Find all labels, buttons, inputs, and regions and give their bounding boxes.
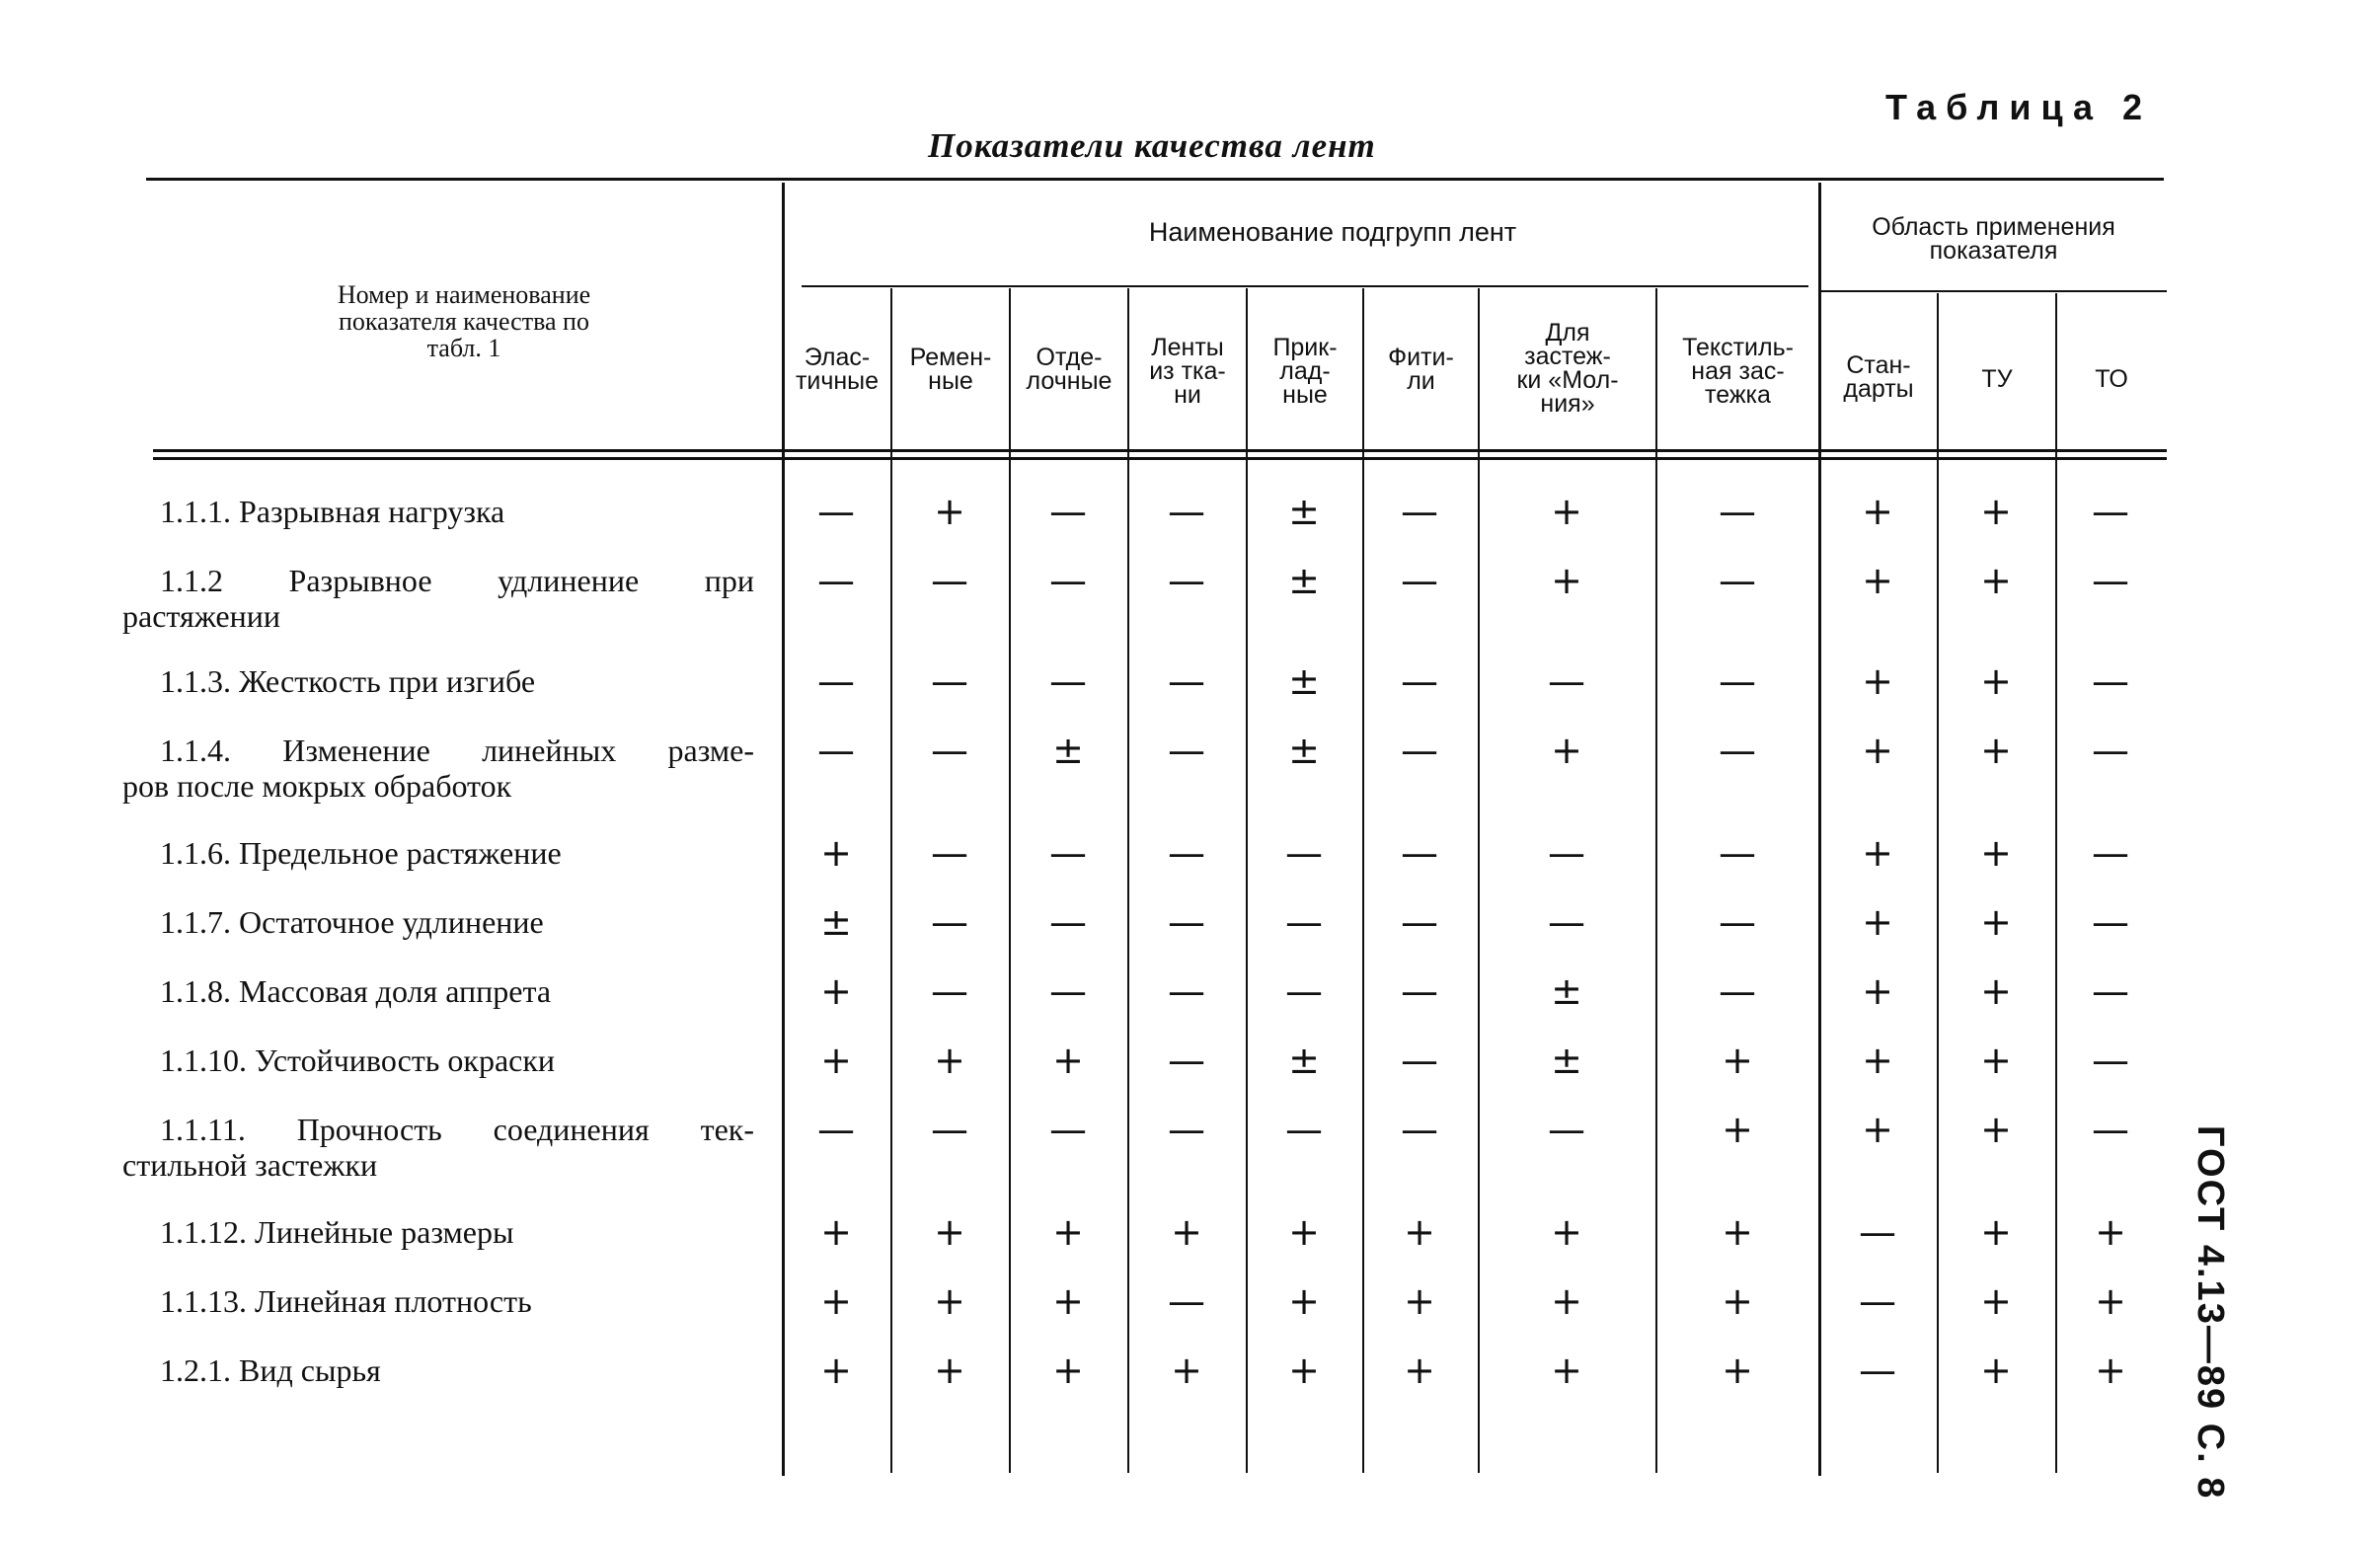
- table-cell: +: [1171, 1348, 1202, 1392]
- table-top-rule: [146, 178, 2164, 181]
- table-cell: —: [931, 831, 968, 875]
- table-cell: —: [1168, 659, 1205, 703]
- row-label-line-1: 1.1.10. Устойчивость окраски: [160, 1042, 556, 1078]
- table-cell: +: [1551, 490, 1582, 533]
- table-cell: +: [1980, 1210, 2012, 1254]
- row-label-line-1: 1.2.1. Вид сырья: [160, 1352, 381, 1388]
- table-cell: +: [1862, 900, 1893, 944]
- table-title: Показатели качества лент: [928, 126, 1376, 165]
- table-cell: +: [820, 831, 852, 875]
- table-cell: —: [817, 729, 855, 772]
- table-cell: +: [820, 969, 852, 1013]
- table-cell: —: [1401, 729, 1438, 772]
- group-header-textile-fastener: Текстиль- ная зас- тежка: [1682, 334, 1794, 409]
- row-label-line-1: 1.1.7. Остаточное удлинение: [160, 904, 544, 940]
- col-sep-6: [1478, 288, 1480, 1473]
- table-cell: +: [1551, 1348, 1582, 1392]
- table-cell: —: [1049, 969, 1087, 1013]
- group-header-finishing: Отде- лочные: [1026, 344, 1113, 395]
- table-cell: —: [931, 969, 968, 1013]
- table-cell: +: [934, 490, 965, 533]
- table-cell: —: [1719, 969, 1756, 1013]
- table-cell: —: [931, 559, 968, 602]
- table-cell: ±: [1052, 729, 1084, 772]
- table-cell: +: [934, 1279, 965, 1323]
- table-cell: —: [931, 659, 968, 703]
- table-cell: +: [1980, 659, 2012, 703]
- table-cell: +: [820, 1348, 852, 1392]
- group-header-fabric-tapes: Ленты из тка- ни: [1149, 334, 1226, 409]
- table-cell: ±: [1288, 1039, 1320, 1082]
- table-cell: —: [1401, 900, 1438, 944]
- table-cell: +: [1862, 559, 1893, 602]
- table-cell: +: [2095, 1279, 2126, 1323]
- table-cell: —: [1401, 831, 1438, 875]
- table-cell: +: [2095, 1348, 2126, 1392]
- table-cell: +: [1862, 831, 1893, 875]
- row-label-line-2: ров после мокрых обработок: [122, 768, 512, 804]
- table-cell: —: [2092, 729, 2129, 772]
- row-label: [122, 1214, 754, 1250]
- table-cell: +: [934, 1348, 965, 1392]
- table-cell: —: [1719, 659, 1756, 703]
- table-cell: —: [2092, 1039, 2129, 1082]
- table-cell: ±: [1288, 729, 1320, 772]
- table-cell: ±: [1288, 659, 1320, 703]
- table-cell: —: [1285, 900, 1323, 944]
- table-cell: +: [820, 1210, 852, 1254]
- table-cell: +: [820, 1039, 852, 1082]
- table-cell: —: [1285, 969, 1323, 1013]
- table-cell: —: [1719, 490, 1756, 533]
- group-header-applied: Прик- лад- ные: [1272, 334, 1338, 409]
- row-label-line-1: 1.1.11. Прочность соединения тек-: [160, 1112, 754, 1147]
- row-label: [122, 1112, 754, 1183]
- table-cell: +: [1052, 1348, 1084, 1392]
- table-cell: —: [1859, 1279, 1896, 1323]
- table-cell: —: [1401, 659, 1438, 703]
- table-cell: +: [1288, 1279, 1320, 1323]
- table-cell: +: [1404, 1279, 1435, 1323]
- table-cell: +: [1288, 1210, 1320, 1254]
- table-cell: —: [1548, 659, 1585, 703]
- row-label: [122, 563, 754, 634]
- table-cell: —: [1548, 1108, 1585, 1151]
- row-label-line-2: растяжении: [122, 598, 280, 634]
- table-cell: —: [1168, 1108, 1205, 1151]
- row-label: [122, 1042, 754, 1078]
- table-cell: —: [2092, 659, 2129, 703]
- table-cell: —: [817, 490, 855, 533]
- indicator-column-header: Номер и наименование показателя качества по табл. 1: [337, 280, 591, 362]
- table-cell: +: [1980, 969, 2012, 1013]
- table-cell: +: [1722, 1108, 1753, 1151]
- table-cell: +: [1551, 1210, 1582, 1254]
- table-cell: +: [1862, 490, 1893, 533]
- table-cell: —: [1548, 900, 1585, 944]
- table-cell: —: [1168, 831, 1205, 875]
- table-cell: ±: [1551, 969, 1582, 1013]
- table-cell: +: [1722, 1348, 1753, 1392]
- table-cell: —: [2092, 831, 2129, 875]
- table-cell: —: [2092, 969, 2129, 1013]
- table-cell: —: [931, 1108, 968, 1151]
- col-sep-1: [890, 288, 892, 1473]
- table-cell: +: [1980, 559, 2012, 602]
- table-cell: —: [1401, 490, 1438, 533]
- row-label-line-1: 1.1.13. Линейная плотность: [160, 1283, 532, 1319]
- table-cell: —: [1719, 559, 1756, 602]
- table-cell: +: [1862, 1039, 1893, 1082]
- table-cell: —: [1168, 490, 1205, 533]
- table-cell: —: [1401, 969, 1438, 1013]
- table-cell: ±: [1288, 559, 1320, 602]
- table-cell: —: [1168, 900, 1205, 944]
- table-cell: +: [1980, 729, 2012, 772]
- table-cell: +: [1722, 1210, 1753, 1254]
- table-cell: +: [1551, 729, 1582, 772]
- row-label: [122, 973, 754, 1009]
- table-cell: —: [1049, 1108, 1087, 1151]
- col-sep-9: [1937, 293, 1939, 1473]
- application-header-tu: ТУ: [1981, 365, 2013, 393]
- table-cell: +: [1551, 559, 1582, 602]
- table-cell: —: [1049, 659, 1087, 703]
- table-cell: —: [1719, 900, 1756, 944]
- table-cell: +: [1980, 1279, 2012, 1323]
- table-cell: —: [1168, 729, 1205, 772]
- table-cell: —: [1049, 559, 1087, 602]
- table-cell: —: [1168, 1039, 1205, 1082]
- group-header-zipper: Для застеж- ки «Мол- ния»: [1516, 319, 1619, 418]
- group-header-elastic: Элас- тичные: [795, 344, 880, 395]
- table-cell: —: [931, 729, 968, 772]
- table-cell: —: [817, 659, 855, 703]
- table-cell: —: [1719, 831, 1756, 875]
- table-cell: +: [1980, 831, 2012, 875]
- row-label-line-1: 1.1.8. Массовая доля аппрета: [160, 973, 552, 1009]
- table-cell: —: [1859, 1210, 1896, 1254]
- table-cell: —: [1168, 559, 1205, 602]
- table-cell: +: [934, 1210, 965, 1254]
- table-cell: +: [1980, 900, 2012, 944]
- table-cell: —: [1401, 1039, 1438, 1082]
- table-cell: +: [1052, 1039, 1084, 1082]
- group-title-rule: [802, 285, 1808, 287]
- row-label-line-1: 1.1.3. Жесткость при изгибе: [160, 663, 536, 699]
- col-sep-10: [2055, 293, 2057, 1473]
- table-cell: +: [1980, 1108, 2012, 1151]
- table-cell: —: [1719, 729, 1756, 772]
- table-cell: +: [1862, 1108, 1893, 1151]
- row-label-line-1: 1.1.4. Изменение линейных разме-: [160, 732, 754, 768]
- table-cell: +: [1404, 1348, 1435, 1392]
- table-cell: +: [1551, 1279, 1582, 1323]
- table-cell: —: [1168, 1279, 1205, 1323]
- page-side-caption: ГОСТ 4.13—89 С. 8: [2189, 1125, 2231, 1501]
- table-cell: —: [817, 1108, 855, 1151]
- col-sep-7: [1655, 288, 1657, 1473]
- table-cell: —: [2092, 1108, 2129, 1151]
- table-cell: +: [1862, 729, 1893, 772]
- table-cell: —: [1401, 559, 1438, 602]
- table-cell: —: [2092, 900, 2129, 944]
- application-area-header: Область применения показателя: [1872, 213, 2115, 265]
- application-title-rule: [1821, 290, 2167, 292]
- row-label: [122, 494, 754, 529]
- table-number-label: Таблица 2: [1885, 87, 2153, 127]
- table-cell: +: [1722, 1039, 1753, 1082]
- table-cell: +: [1722, 1279, 1753, 1323]
- col-sep-5: [1362, 288, 1364, 1473]
- table-cell: +: [1862, 969, 1893, 1013]
- table-cell: —: [1285, 831, 1323, 875]
- table-cell: +: [1288, 1348, 1320, 1392]
- col-sep-4: [1246, 288, 1248, 1473]
- header-bottom-rule: [153, 449, 2167, 452]
- row-label: [122, 663, 754, 699]
- application-header-standards: Стан- дарты: [1843, 351, 1914, 403]
- row-label: [122, 1352, 754, 1388]
- group-header-wicks: Фити- ли: [1388, 344, 1454, 395]
- table-cell: —: [1401, 1108, 1438, 1151]
- row-label-line-1: 1.1.1. Разрывная нагрузка: [160, 494, 505, 529]
- row-label: [122, 835, 754, 871]
- subgroup-names-header: Наименование подгрупп лент: [1148, 217, 1517, 247]
- table-cell: ±: [820, 900, 852, 944]
- table-cell: —: [931, 900, 968, 944]
- table-cell: —: [1168, 969, 1205, 1013]
- table-cell: —: [1285, 1108, 1323, 1151]
- table-cell: +: [1404, 1210, 1435, 1254]
- row-label: [122, 904, 754, 940]
- table-cell: —: [1049, 900, 1087, 944]
- table-cell: +: [1980, 490, 2012, 533]
- table-cell: +: [1052, 1210, 1084, 1254]
- table-cell: —: [2092, 559, 2129, 602]
- table-cell: +: [1052, 1279, 1084, 1323]
- row-label-line-2: стильной застежки: [122, 1147, 378, 1183]
- table-cell: —: [817, 559, 855, 602]
- row-label: [122, 1283, 754, 1319]
- application-header-to: ТО: [2095, 365, 2128, 393]
- row-label-line-1: 1.1.6. Предельное растяжение: [160, 835, 562, 871]
- table-cell: +: [1980, 1039, 2012, 1082]
- col-sep-3: [1127, 288, 1129, 1473]
- group-header-belt: Ремен- ные: [909, 344, 992, 395]
- table-cell: —: [1548, 831, 1585, 875]
- row-label-line-1: 1.1.2 Разрывное удлинение при: [160, 563, 754, 598]
- table-cell: —: [2092, 490, 2129, 533]
- table-cell: +: [1980, 1348, 2012, 1392]
- col-sep-2: [1009, 288, 1011, 1473]
- table-cell: +: [820, 1279, 852, 1323]
- table-cell: +: [1171, 1210, 1202, 1254]
- table-cell: —: [1859, 1348, 1896, 1392]
- table-cell: ±: [1288, 490, 1320, 533]
- table-cell: —: [1049, 831, 1087, 875]
- table-cell: +: [1862, 659, 1893, 703]
- table-cell: —: [1049, 490, 1087, 533]
- row-label: [122, 732, 754, 804]
- table-cell: +: [934, 1039, 965, 1082]
- table-cell: ±: [1551, 1039, 1582, 1082]
- row-label-line-1: 1.1.12. Линейные размеры: [160, 1214, 514, 1250]
- table-cell: +: [2095, 1210, 2126, 1254]
- header-bottom-rule-double: [153, 457, 2167, 460]
